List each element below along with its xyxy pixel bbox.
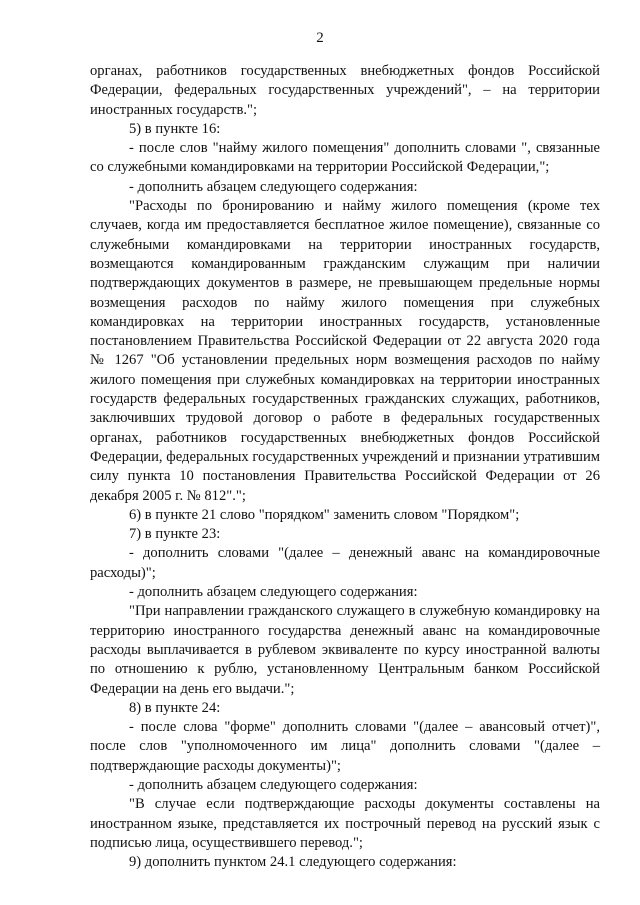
paragraph: "При направлении гражданского служащего в служебную командировку на территорию иностранного государства денежный аванс на командировочные расходы выплачивается в рублевом эквиваленте по курсу иностранной валюты по отношению к рублю, установленному Центральным банком Российской Федерации на день его выдачи."; bbox=[90, 603, 600, 697]
paragraph: 6) в пункте 21 слово "порядком" заменить словом "Порядком"; bbox=[129, 506, 520, 523]
paragraph: - дополнить абзацем следующего содержания: bbox=[129, 776, 418, 793]
paragraph: 9) дополнить пунктом 24.1 следующего содержания: bbox=[129, 854, 457, 871]
paragraph: - дополнить словами "(далее – денежный аванс на командировочные расходы)"; bbox=[90, 545, 600, 581]
paragraph: - после слов "найму жилого помещения" дополнить словами ", связанные со служебными командировками на территории Российской Федерации,"; bbox=[90, 140, 600, 176]
page-number: 2 bbox=[316, 30, 324, 46]
paragraph: - дополнить абзацем следующего содержания: bbox=[129, 584, 418, 601]
document-body bbox=[90, 62, 600, 872]
paragraph: органах, работников государственных внебюджетных фондов Российской Федерации, федеральных государственных учреждений", – на территории иностранных государств."; bbox=[90, 63, 600, 118]
paragraph: 5) в пункте 16: bbox=[129, 120, 221, 137]
paragraph: 7) в пункте 23: bbox=[129, 526, 221, 543]
paragraph: "В случае если подтверждающие расходы документы составлены на иностранном языке, представляется их построчный перевод на русский язык с подписью лица, осуществившего перевод."; bbox=[90, 796, 600, 851]
paragraph: - после слова "форме" дополнить словами "(далее – авансовый отчет)", после слов "уполномоченного им лица" дополнить словами "(далее – подтверждающие расходы документы)"; bbox=[90, 719, 600, 774]
paragraph: 8) в пункте 24: bbox=[129, 699, 221, 716]
paragraph: - дополнить абзацем следующего содержания: bbox=[129, 178, 418, 195]
paragraph: "Расходы по бронированию и найму жилого помещения (кроме тех случаев, когда им предоставляется бесплатное жилое помещение), связанные со служебными командировками на территории иностранных государств, возмещаются командированным гражданским служащим при наличии подтверждающих документов в размере, не превышающем предельные нормы возмещения расходов по найму жилого помещения при служебных командировках на территории иностранных государств, установленные постановлением Правительства Российской Федерации от 22 августа 2020 года № 1267 "Об установлении предельных норм возмещения расходов по найму жилого помещения при служебных командировках на территории иностранных государств федеральных государственных гражданских служащих, работников, заключивших трудовой договор о работе в федеральных государственных органах, работников государственных внебюджетных фондов Российской Федерации, федеральных государственных учреждений и признании утратившим силу пункта 10 постановления Правительства Российской Федерации от 26 декабря 2005 г. № 812"."; bbox=[90, 198, 600, 504]
